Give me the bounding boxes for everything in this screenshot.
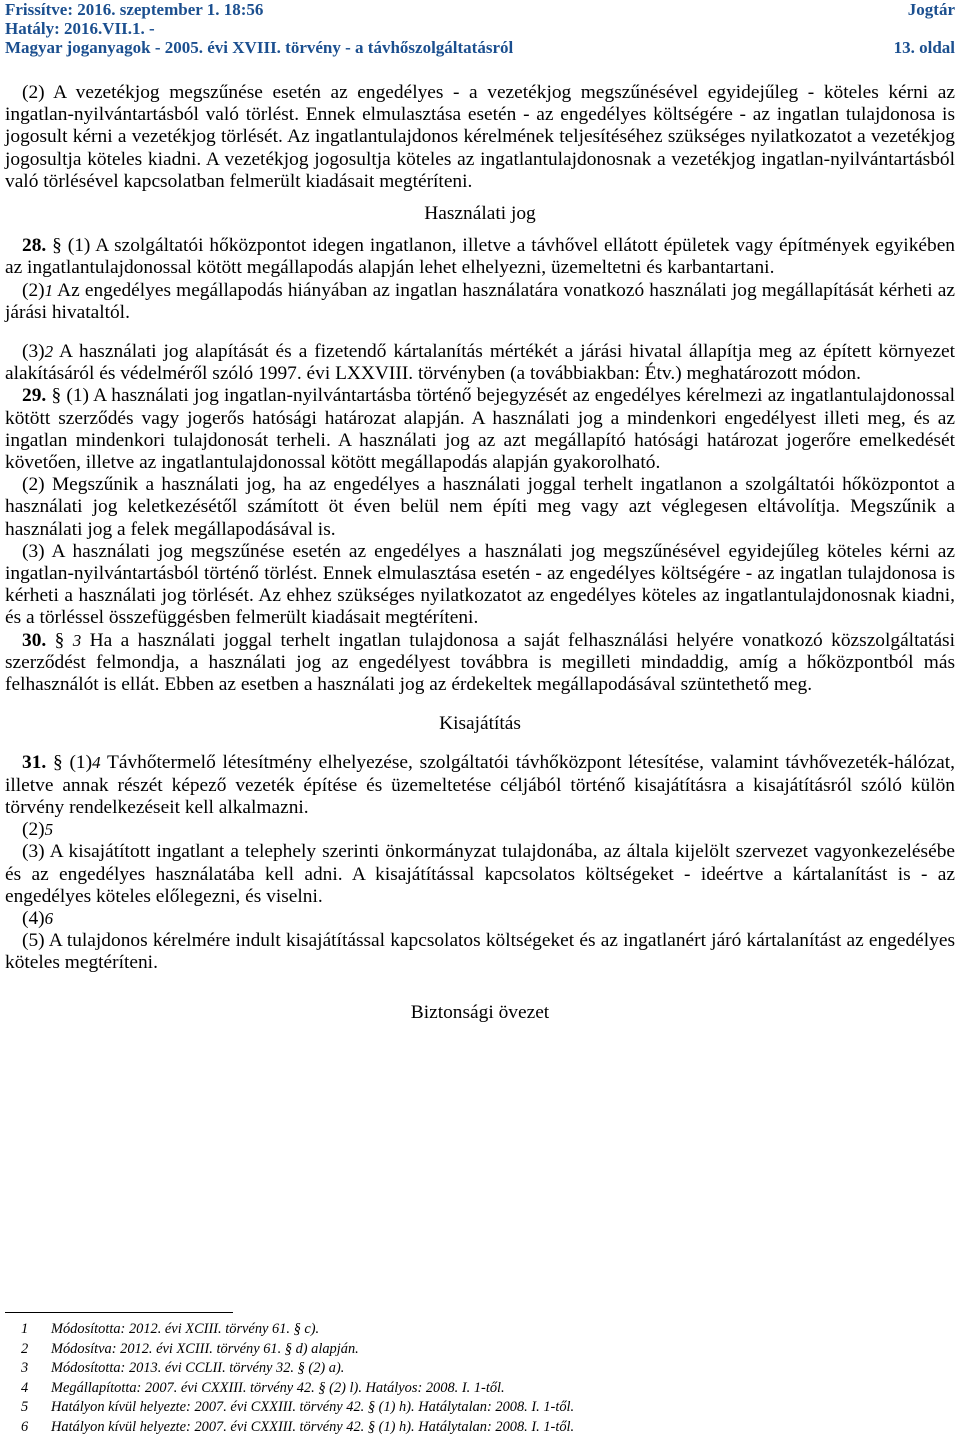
footnote-ref-2[interactable]: 2 (44, 342, 54, 362)
footnote-ref-4[interactable]: 4 (92, 753, 101, 773)
heading-kisajatitas: Kisajátítás (439, 713, 521, 735)
footnote-ref-1[interactable]: 1 (44, 280, 54, 300)
paragraph-31-3: (3) A kisajátított ingatlant a telephely szerinti önkormányzat tulajdonába, az általa kijelölt szervezet vagyonkezelésébe és az engedélyes használatába kell adni. A kisajátítással kapcsolatos költségeket - ideértve a kártalanítást is - az engedélyes köteles előlegezni, és viselni. (5, 841, 955, 907)
section-number-28: 28. (22, 235, 47, 257)
heading-biztonsagi-ovezet: Biztonsági övezet (410, 1001, 550, 1023)
section-number-30: 30. (22, 629, 47, 651)
footnotes (5, 1320, 955, 1437)
paragraph-28-1: 28. § (1) A szolgáltatói hőközpontot idegen ingatlanon, illetve a távhővel ellátott épületek vagy építmények egyikében az ingatlantulajdonossal kötött megállapodás alapján lehet elhelyezni, üzemeltetni és karbantartani. (5, 235, 955, 279)
publisher-name: Jogtár (907, 0, 955, 19)
header-row-2 (5, 19, 955, 38)
footnote-ref-5[interactable]: 5 (44, 820, 54, 840)
footnote-item: 1 Módosította: 2012. évi XCIII. törvény 61. § c). (21, 1321, 320, 1337)
footnote-item: 6 Hatályon kívül helyezte: 2007. évi CXXIII. törvény 42. § (1) h). Hatálytalan: 2008. I. 1-től. (21, 1418, 575, 1435)
paragraph-28-2: (2)1 Az engedélyes megállapodás hiányában az ingatlan használatára vonatkozó használati jog megállapítását kérheti az járási hivataltól. (5, 279, 955, 323)
heading-hasznalati-jog: Használati jog (424, 203, 536, 225)
document-title: Magyar joganyagok - 2005. évi XVIII. törvény - a távhőszolgáltatásról (5, 38, 514, 57)
document-body (5, 82, 955, 1024)
paragraph-31-1: 31. § (1)4 Távhőtermelő létesítmény elhelyezése, szolgáltatói távhőközpont létesítése, valamint távhővezeték-hálózat, illetve annak részét képező vezeték építése és üzemeltetése céljából történő kisajátításra a kisajátításról szóló külön törvény rendelkezéseit kell alkalmazni. (5, 752, 955, 818)
footnote-ref-3[interactable]: 3 (72, 630, 82, 650)
paragraph-29-2: (2) Megszűnik a használati jog, ha az engedélyes a használati joggal terhelt ingatlanon a szolgáltatói hőközpontot a használati jog keletkezésétől számított öt éven belül nem építi meg vagy azt véglegesen eltávolítja. Megszűnik a használati jog a felek megállapodásával is. (5, 474, 955, 540)
page-number: 13. oldal (893, 38, 955, 57)
effective-date: Hatály: 2016.VII.1. - (5, 19, 155, 38)
paragraph-27-2: (2) A vezetékjog megszűnése esetén az engedélyes - a vezetékjog megszűnésével egyidejűleg - köteles kérni az ingatlan-nyilvántartásból való törlést. Ennek elmulasztása esetén - az engedélyes költségére - az ingatlan tulajdonosa is jogosult kérni a vezetékjog törlését. Az ingatlantulajdonos kérelmének teljesítéséhez szükséges nyilatkozatot a vezetékjog jogosultja köteles kiadni. A vezetékjog jogosultja köteles az ingatlantulajdonosnak a vezetékjog ingatlan-nyilvántartásból való törlésével kapcsolatban felmerült kiadásait megtéríteni. (5, 82, 955, 192)
paragraph-31-5: (5) A tulajdonos kérelmére indult kisajátítással kapcsolatos költségeket és az ingatlanért járó kártalanítást az engedélyes köteles megtéríteni. (5, 930, 955, 974)
paragraph-31-4: (4)6 (22, 907, 54, 929)
footnote-divider (5, 1312, 233, 1313)
footnote-item: 3 Módosította: 2013. évi CCLII. törvény 32. § (2) a). (21, 1360, 345, 1376)
paragraph-29-3: (3) A használati jog megszűnése esetén az engedélyes a használati jog megszűnésével egyidejűleg köteles kérni az ingatlan-nyilvántartásból történő törlést. Ennek elmulasztása esetén - az engedélyes költségére - az ingatlan tulajdonosa is kérheti a használati jog törlését. Az ehhez szükséges nyilatkozatot az engedélyes köteles az ingatlantulajdonosnak kiadni, és a törléssel összefüggésben felmerült kiadásait megtéríteni. (5, 540, 955, 629)
page-header (5, 0, 955, 60)
footnote-item: 4 Megállapította: 2007. évi CXXIII. törvény 42. § (2) l). Hatályos: 2008. I. 1-től. (21, 1379, 505, 1396)
header-row-3 (5, 38, 955, 57)
paragraph-29-1: 29. § (1) A használati jog ingatlan-nyilvántartásba történő bejegyzését az engedélyes kérelmezi az ingatlantulajdonossal kötött szerződés vagy jogerős hatósági határozat alapján. A használati jog a mindenkori engedélyest illeti meg, és az ingatlan mindenkori tulajdonosát terheli. A használati jog az azt megállapító hatósági határozat jogerőre emelkedését követően, illetve az ingatlantulajdonossal kötött megállapodás alapján gyakorolható. (5, 385, 955, 474)
paragraph-28-3: (3)2 A használati jog alapítását és a fizetendő kártalanítás mértékét a járási hivatal állapítja meg az épített környezet alakításáról és védelméről szóló 1997. évi LXXVIII. törvényben (a továbbiakban: Étv.) meghatározott módon. (5, 341, 955, 385)
footnote-item: 5 Hatályon kívül helyezte: 2007. évi CXXIII. törvény 42. § (1) h). Hatálytalan: 2008. I. 1-től. (21, 1399, 575, 1415)
update-timestamp: Frissítve: 2016. szeptember 1. 18:56 (5, 0, 264, 19)
footnote-item: 2 Módosítva: 2012. évi XCIII. törvény 61. § d) alapján. (21, 1340, 359, 1357)
footnote-ref-6[interactable]: 6 (44, 908, 54, 928)
paragraph-31-2: (2)5 (22, 819, 54, 841)
section-number-29: 29. (22, 385, 47, 407)
header-row-1 (5, 0, 955, 19)
paragraph-30: 30. § 3 Ha a használati joggal terhelt ingatlan tulajdonosa a saját felhasználási helyére vonatkozó közszolgáltatási szerződést felmondja, a használati jog az engedélyest továbbra is megilleti mindaddig, amíg a hőközpontból más felhasználót is ellát. Ebben az esetben a használati jog az érdekeltek megállapodásával szüntethető meg. (5, 629, 955, 696)
section-number-31: 31. (22, 752, 47, 774)
